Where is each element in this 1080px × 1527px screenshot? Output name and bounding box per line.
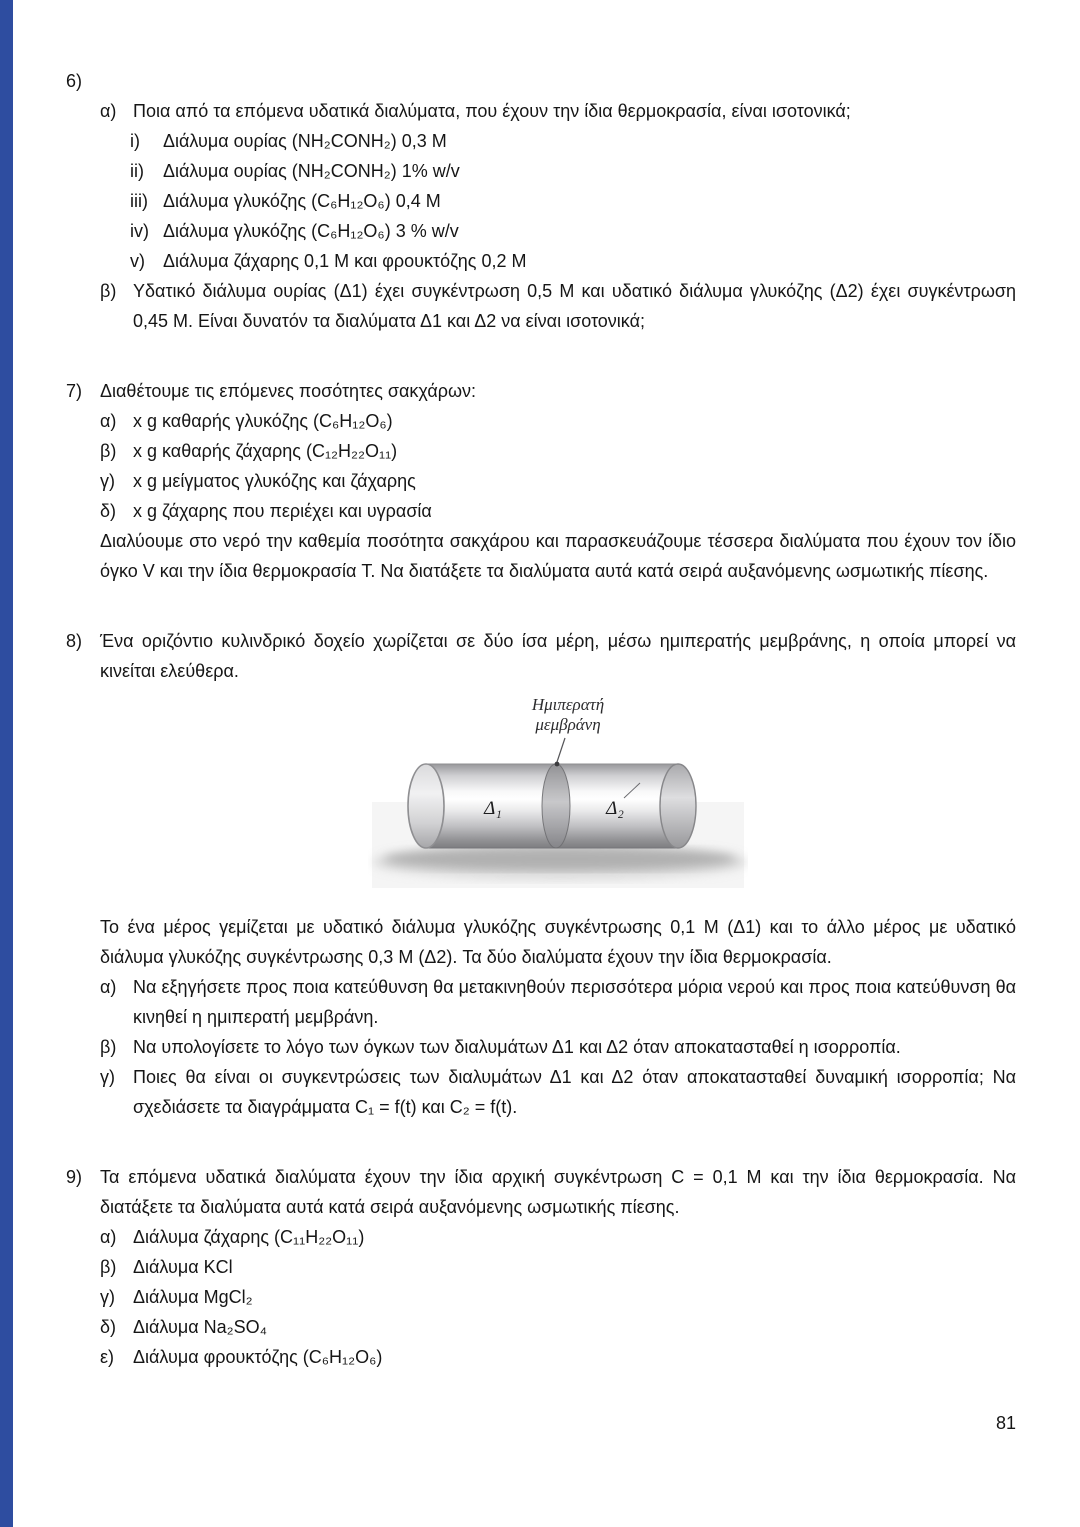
question-6a bbox=[100, 96, 1016, 126]
sub-label: β) bbox=[100, 281, 117, 301]
list-item bbox=[130, 246, 1016, 276]
list-item bbox=[100, 1312, 1016, 1342]
leader-line bbox=[557, 738, 565, 762]
list-item bbox=[100, 496, 1016, 526]
list-item bbox=[100, 406, 1016, 436]
sub-label: γ) bbox=[100, 1287, 115, 1307]
delta1-label: Δ₁ bbox=[484, 798, 502, 819]
list-item bbox=[100, 1062, 1016, 1122]
question-7-intro: Διαθέτουμε τις επόμενες ποσότητες σακχάρων: bbox=[100, 381, 477, 401]
sub-text: x g καθαρής γλυκόζης (C₆H₁₂O₆) bbox=[133, 411, 393, 431]
question-6-number: 6) bbox=[66, 71, 83, 91]
list-item bbox=[100, 466, 1016, 496]
sub-label: β) bbox=[100, 441, 117, 461]
roman-text: Διάλυμα γλυκόζης (C₆H₁₂O₆) 0,4 M bbox=[163, 191, 441, 211]
question-8-intro: Ένα οριζόντιο κυλινδρικό δοχείο χωρίζεται σε δύο ίσα μέρη, μέσω ημιπερατής μεμβράνης, η οποία μπορεί να κινείται ελεύθερα. bbox=[100, 631, 1016, 681]
sub-label: γ) bbox=[100, 471, 115, 491]
cylinder-shadow-dark bbox=[384, 847, 736, 871]
list-item bbox=[100, 1282, 1016, 1312]
sub-text: Να εξηγήσετε προς ποια κατεύθυνση θα μετακινηθούν περισσότερα μόρια νερού και προς ποια κατεύθυνση θα κινηθεί η ημιπερατή μεμβράνη. bbox=[133, 977, 1016, 1027]
sub-text: Διάλυμα MgCl₂ bbox=[133, 1287, 253, 1307]
membrane-label-line1: Ημιπερατή bbox=[531, 695, 605, 714]
document-page-content bbox=[66, 66, 1016, 1412]
question-7-number: 7) bbox=[66, 381, 83, 401]
sub-text: x g ζάχαρης που περιέχει και υγρασία bbox=[133, 501, 432, 521]
sub-text: Να υπολογίσετε το λόγο των όγκων των διαλυμάτων Δ1 και Δ2 όταν αποκατασταθεί η ισορροπία. bbox=[133, 1037, 901, 1057]
membrane bbox=[542, 764, 570, 848]
list-item bbox=[100, 1222, 1016, 1252]
cylinder-left-cap bbox=[408, 764, 444, 848]
sub-label: γ) bbox=[100, 1067, 115, 1087]
sub-text: Διάλυμα KCl bbox=[133, 1257, 233, 1277]
sub-text: Ποια από τα επόμενα υδατικά διαλύματα, που έχουν την ίδια θερμοκρασία, είναι ισοτονικά; bbox=[133, 101, 851, 121]
list-item bbox=[130, 186, 1016, 216]
question-6b bbox=[100, 276, 1016, 336]
question-6 bbox=[66, 66, 1016, 336]
roman-text: Διάλυμα ουρίας (NH₂CONH₂) 0,3 M bbox=[163, 131, 447, 151]
list-item bbox=[100, 972, 1016, 1032]
list-item bbox=[100, 1252, 1016, 1282]
sub-text: Υδατικό διάλυμα ουρίας (Δ1) έχει συγκέντρωση 0,5 M και υδατικό διάλυμα γλυκόζης (Δ2) έχει συγκέντρωση 0,45 M. Είναι δυνατόν τα διαλύματα Δ1 και Δ2 να είναι ισοτονικά; bbox=[133, 281, 1016, 331]
leader-dot bbox=[555, 762, 560, 767]
sub-label: α) bbox=[100, 977, 117, 997]
question-9 bbox=[66, 1162, 1016, 1372]
membrane-label-line2: μεμβράνη bbox=[535, 715, 601, 734]
roman-label: ii) bbox=[130, 161, 144, 181]
sub-label: ε) bbox=[100, 1347, 115, 1367]
list-item bbox=[130, 126, 1016, 156]
question-8-paragraph: Το ένα μέρος γεμίζεται με υδατικό διάλυμα γλυκόζης συγκέντρωσης 0,1 M (Δ1) και το άλλο μέρος με υδατικό διάλυμα γλυκόζης συγκέντρωσης 0,3 M (Δ2). Τα δύο διαλύματα έχουν την ίδια θερμοκρασία. bbox=[100, 917, 1016, 967]
sub-text: Διάλυμα ζάχαρης (C₁₁H₂₂O₁₁) bbox=[133, 1227, 365, 1247]
sub-label: β) bbox=[100, 1257, 117, 1277]
sub-text: Διάλυμα φρουκτόζης (C₆H₁₂O₆) bbox=[133, 1347, 383, 1367]
question-7 bbox=[66, 376, 1016, 586]
list-item bbox=[100, 1032, 1016, 1062]
sub-label: α) bbox=[100, 411, 117, 431]
list-item bbox=[100, 436, 1016, 466]
semipermeable-membrane-illustration bbox=[368, 694, 748, 896]
sub-label: α) bbox=[100, 101, 117, 121]
roman-text: Διάλυμα ουρίας (NH₂CONH₂) 1% w/v bbox=[163, 161, 460, 181]
question-9-number: 9) bbox=[66, 1167, 83, 1187]
sub-label: δ) bbox=[100, 1317, 117, 1337]
cylinder-right-cap bbox=[660, 764, 696, 848]
list-item bbox=[130, 156, 1016, 186]
sub-label: β) bbox=[100, 1037, 117, 1057]
roman-label: iii) bbox=[130, 191, 148, 211]
roman-text: Διάλυμα ζάχαρης 0,1 M και φρουκτόζης 0,2 M bbox=[163, 251, 527, 271]
page-number: 81 bbox=[995, 1413, 1016, 1433]
question-7-paragraph: Διαλύουμε στο νερό την καθεμία ποσότητα σακχάρου και παρασκευάζουμε τέσσερα διαλύματα που έχουν τον ίδιο όγκο V και την ίδια θερμοκρασία T. Να διατάξετε τα διαλύματα αυτά κατά σειρά αυξανόμενης ωσμωτικής πίεσης. bbox=[100, 531, 1016, 581]
question-9-intro: Τα επόμενα υδατικά διαλύματα έχουν την ίδια αρχική συγκέντρωση C = 0,1 M και την ίδια θερμοκρασία. Να διατάξετε τα διαλύματα αυτά κατά σειρά αυξανόμενης ωσμωτικής πίεσης. bbox=[100, 1167, 1016, 1217]
roman-text: Διάλυμα γλυκόζης (C₆H₁₂O₆) 3 % w/v bbox=[163, 221, 459, 241]
sub-text: x g καθαρής ζάχαρης (C₁₂H₂₂O₁₁) bbox=[133, 441, 398, 461]
question-8-number: 8) bbox=[66, 631, 83, 651]
delta2-label: Δ₂ bbox=[606, 798, 624, 819]
cylinder-figure bbox=[100, 694, 1016, 896]
left-accent-bar bbox=[0, 0, 13, 1527]
roman-label: i) bbox=[130, 131, 140, 151]
list-item bbox=[100, 1342, 1016, 1372]
list-item bbox=[130, 216, 1016, 246]
sub-text: Διάλυμα Na₂SO₄ bbox=[133, 1317, 267, 1337]
sub-text: x g μείγματος γλυκόζης και ζάχαρης bbox=[133, 471, 416, 491]
question-8 bbox=[66, 626, 1016, 1122]
sub-label: α) bbox=[100, 1227, 117, 1247]
roman-label: iv) bbox=[130, 221, 149, 241]
roman-label: v) bbox=[130, 251, 145, 271]
sub-text: Ποιες θα είναι οι συγκεντρώσεις των διαλυμάτων Δ1 και Δ2 όταν αποκατασταθεί δυναμική ισορροπία; Να σχεδιάσετε τα διαγράμματα C₁ = f(t) και C₂ = f(t). bbox=[133, 1067, 1016, 1117]
sub-label: δ) bbox=[100, 501, 117, 521]
